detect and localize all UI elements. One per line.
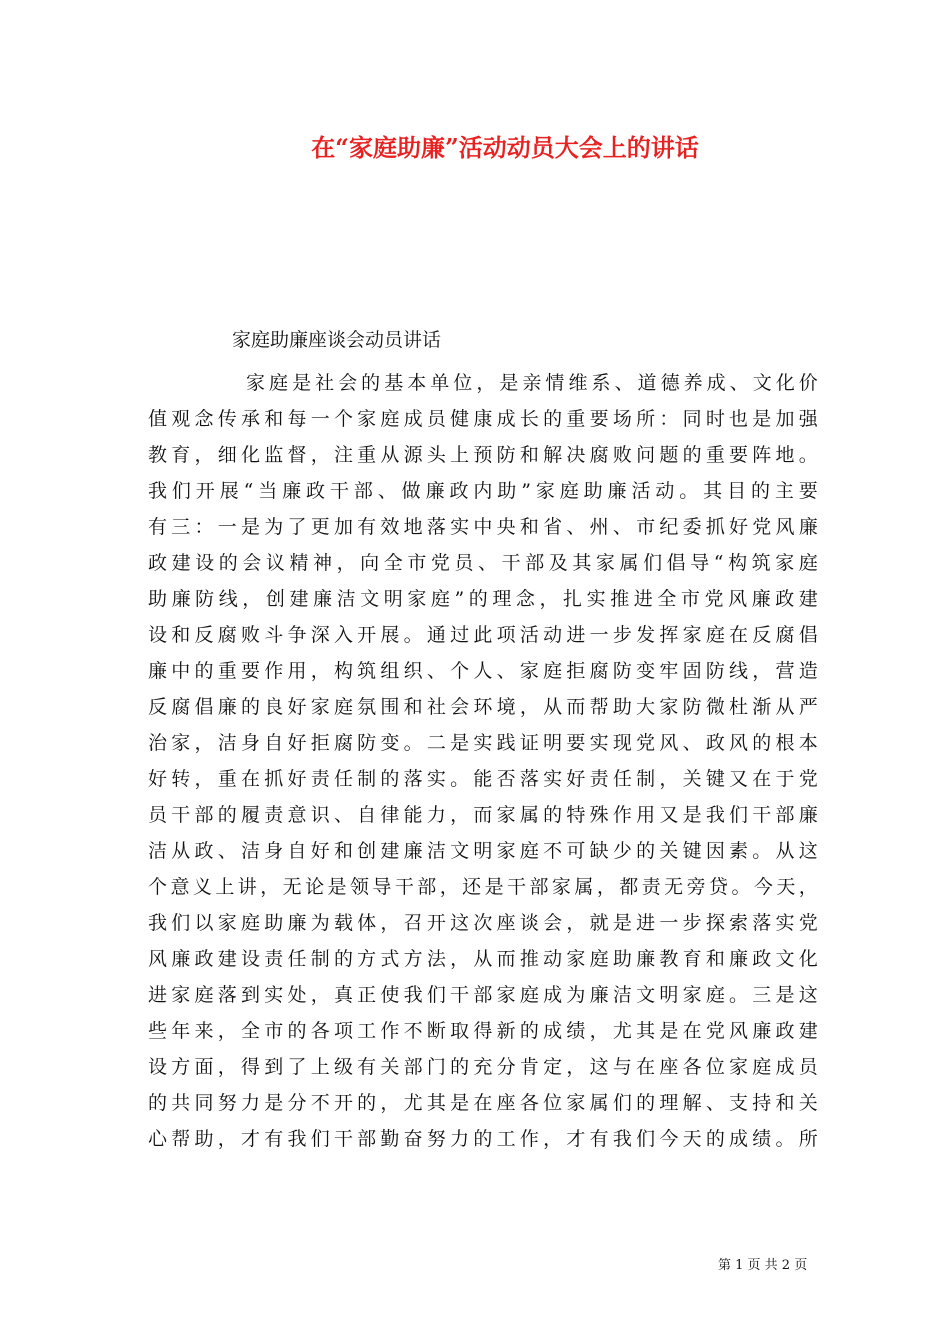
body-line: 设方面，得到了上级有关部门的充分肯定，这与在座各位家庭成员 xyxy=(148,1056,818,1078)
body-line: 我们开展“当廉政干部、做廉政内助”家庭助廉活动。其目的主要 xyxy=(148,480,818,502)
body-line: 洁从政、洁身自好和创建廉洁文明家庭不可缺少的关键因素。从这 xyxy=(148,840,818,862)
body-line: 治家，洁身自好拒腐防变。二是实践证明要实现党风、政风的根本 xyxy=(148,732,818,754)
body-line: 有三：一是为了更加有效地落实中央和省、州、市纪委抓好党风廉 xyxy=(148,516,818,538)
body-line: 员干部的履责意识、自律能力，而家属的特殊作用又是我们干部廉 xyxy=(148,804,818,826)
body-line: 个意义上讲，无论是领导干部，还是干部家属，都责无旁贷。今天， xyxy=(148,876,818,898)
document-title: 在“家庭助廉”活动动员大会上的讲话 xyxy=(311,133,699,162)
body-line: 心帮助，才有我们干部勤奋努力的工作，才有我们今天的成绩。所 xyxy=(148,1128,818,1150)
body-line: 教育，细化监督，注重从源头上预防和解决腐败问题的重要阵地。 xyxy=(148,444,818,466)
body-line: 廉中的重要作用，构筑组织、个人、家庭拒腐防变牢固防线，营造 xyxy=(148,660,818,682)
body-line: 助廉防线，创建廉洁文明家庭”的理念，扎实推进全市党风廉政建 xyxy=(148,588,818,610)
body-line: 些年来，全市的各项工作不断取得新的成绩，尤其是在党风廉政建 xyxy=(148,1020,818,1042)
body-line: 政建设的会议精神，向全市党员、干部及其家属们倡导“构筑家庭 xyxy=(148,552,818,574)
body-line: 进家庭落到实处，真正使我们干部家庭成为廉洁文明家庭。三是这 xyxy=(148,984,818,1006)
body-line: 值观念传承和每一个家庭成员健康成长的重要场所：同时也是加强 xyxy=(148,408,818,430)
body-line: 好转，重在抓好责任制的落实。能否落实好责任制，关键又在于党 xyxy=(148,768,818,790)
body-line: 我们以家庭助廉为载体，召开这次座谈会，就是进一步探索落实党 xyxy=(148,912,818,934)
body-line: 的共同努力是分不开的，尤其是在座各位家属们的理解、支持和关 xyxy=(148,1092,818,1114)
body-line: 设和反腐败斗争深入开展。通过此项活动进一步发挥家庭在反腐倡 xyxy=(148,624,818,646)
body-line: 反腐倡廉的良好家庭氛围和社会环境，从而帮助大家防微杜渐从严 xyxy=(148,696,818,718)
body-line: 风廉政建设责任制的方式方法，从而推动家庭助廉教育和廉政文化 xyxy=(148,948,818,970)
page-number-footer: 第 1 页 共 2 页 xyxy=(718,1258,808,1273)
document-subtitle: 家庭助廉座谈会动员讲话 xyxy=(232,329,442,351)
body-text xyxy=(148,365,818,1157)
body-line: 家庭是社会的基本单位，是亲情维系、道德养成、文化价 xyxy=(246,372,818,394)
